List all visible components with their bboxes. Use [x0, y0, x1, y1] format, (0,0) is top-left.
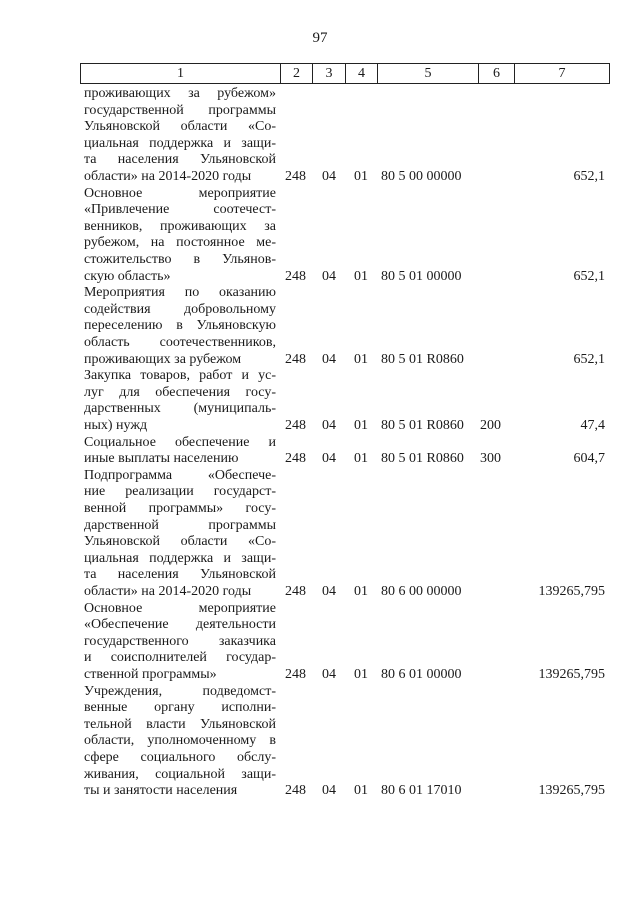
row-description — [84, 285, 276, 368]
description-line: ты и занятости населения — [84, 783, 238, 799]
description-line: проживающих за рубежом» — [84, 86, 276, 101]
row-description — [84, 468, 276, 601]
description-line: и соисполнителей государ- — [84, 650, 276, 666]
description-line: области» на 2014-2020 годы — [84, 583, 252, 599]
description-line: Социальное обеспечение и — [84, 434, 276, 450]
cell-col3: 04 — [322, 169, 336, 184]
table-header — [80, 63, 610, 84]
cell-col4: 01 — [354, 351, 368, 367]
description-line: стожительство в Ульянов- — [84, 251, 276, 267]
description-line: живания, социальной защи- — [84, 766, 276, 782]
description-line: дарственной программы — [84, 517, 276, 533]
cell-col4: 01 — [354, 451, 368, 467]
column-header-6: 6 — [479, 64, 515, 83]
cell-col2: 248 — [285, 584, 306, 599]
row-description — [84, 368, 276, 434]
row-description — [84, 601, 276, 684]
description-line: Основное мероприятие — [84, 600, 276, 616]
cell-col7: 139265,795 — [538, 584, 605, 599]
cell-col2: 248 — [285, 451, 306, 467]
description-line: ственной программы» — [84, 666, 217, 682]
description-line: государственного заказчика — [84, 633, 276, 649]
description-line: Мероприятия по оказанию — [84, 285, 276, 301]
column-header-7: 7 — [558, 66, 566, 81]
row-description — [84, 186, 276, 286]
cell-col2: 248 — [285, 351, 306, 367]
description-line: Ульяновской области «Со- — [84, 119, 276, 135]
description-line: сфере социального обслу- — [84, 749, 276, 765]
description-line: циальная поддержка и защи- — [84, 135, 276, 151]
cell-col7: 47,4 — [580, 418, 605, 433]
column-header-5: 5 — [378, 64, 479, 83]
cell-col5: 80 6 01 17010 — [381, 783, 462, 799]
description-line: ние реализации государст- — [84, 484, 276, 500]
cell-col5: 80 5 01 00000 — [381, 268, 462, 284]
column-header-1: 1 — [81, 64, 281, 83]
cell-col5: 80 5 01 R0860 — [381, 451, 464, 467]
row-description — [84, 684, 276, 800]
description-line: Основное мероприятие — [84, 185, 276, 201]
description-line: дарственных (муниципаль- — [84, 401, 276, 417]
description-line: области, уполномоченному в — [84, 733, 276, 749]
cell-col4: 01 — [354, 169, 368, 184]
cell-col5: 80 5 01 R0860 — [381, 418, 464, 433]
cell-col3: 04 — [322, 268, 336, 284]
description-line: луг для обеспечения госу- — [84, 384, 276, 400]
cell-col2: 248 — [285, 418, 306, 433]
cell-col3: 04 — [322, 584, 336, 599]
description-line: Ульяновской области «Со- — [84, 534, 276, 550]
cell-col2: 248 — [285, 268, 306, 284]
column-header-2: 2 — [281, 64, 313, 83]
cell-col2: 248 — [285, 169, 306, 184]
cell-col7: 652,1 — [573, 351, 605, 367]
cell-col7: 652,1 — [573, 169, 605, 184]
description-line: венников, проживающих за — [84, 218, 276, 234]
column-header-3: 3 — [313, 64, 346, 83]
row-description — [84, 435, 276, 468]
cell-col6: 300 — [480, 451, 501, 467]
cell-col7: 139265,795 — [538, 667, 605, 682]
description-line: циальная поддержка и защи- — [84, 550, 276, 566]
description-line: рубежом, на постоянное ме- — [84, 235, 276, 251]
cell-col5: 80 5 01 R0860 — [381, 351, 464, 367]
column-header-4: 4 — [346, 64, 378, 83]
description-line: иные выплаты населению — [84, 451, 239, 467]
description-line: «Привлечение соотечест- — [84, 202, 276, 218]
cell-col7: 139265,795 — [538, 783, 605, 799]
cell-col3: 04 — [322, 783, 336, 799]
cell-col7: 604,7 — [573, 451, 605, 467]
cell-col7: 652,1 — [573, 268, 605, 284]
description-line: переселению в Ульяновскую — [84, 318, 276, 334]
description-line: скую область» — [84, 268, 171, 284]
description-line: венные органу исполни- — [84, 700, 276, 716]
cell-col4: 01 — [354, 584, 368, 599]
row-description — [84, 86, 276, 186]
cell-col4: 01 — [354, 667, 368, 682]
cell-col2: 248 — [285, 667, 306, 682]
cell-col4: 01 — [354, 268, 368, 284]
cell-col4: 01 — [354, 783, 368, 799]
description-line: «Обеспечение деятельности — [84, 617, 276, 633]
description-line: области» на 2014-2020 годы — [84, 168, 252, 184]
cell-col3: 04 — [322, 351, 336, 367]
description-line: венной программы» госу- — [84, 500, 276, 516]
cell-col2: 248 — [285, 783, 306, 799]
description-line: ных) нужд — [84, 417, 148, 433]
description-line: Закупка товаров, работ и ус- — [84, 368, 276, 384]
page-number: 97 — [312, 30, 328, 46]
cell-col5: 80 6 00 00000 — [381, 584, 462, 599]
description-line: Учреждения, подведомст- — [84, 683, 276, 699]
description-line: Подпрограмма «Обеспече- — [84, 467, 276, 483]
description-line: тельной власти Ульяновской — [84, 716, 276, 732]
cell-col3: 04 — [322, 451, 336, 467]
description-line: область соотечественников, — [84, 334, 276, 350]
cell-col5: 80 5 00 00000 — [381, 169, 462, 184]
cell-col3: 04 — [322, 667, 336, 682]
description-line: государственной программы — [84, 102, 276, 118]
description-line: та населения Ульяновской — [84, 152, 276, 168]
description-line: содействия добровольному — [84, 301, 276, 317]
description-line: та населения Ульяновской — [84, 567, 276, 583]
cell-col6: 200 — [480, 418, 501, 433]
cell-col5: 80 6 01 00000 — [381, 667, 462, 682]
cell-col3: 04 — [322, 418, 336, 433]
cell-col4: 01 — [354, 418, 368, 433]
description-line: проживающих за рубежом — [84, 351, 242, 367]
